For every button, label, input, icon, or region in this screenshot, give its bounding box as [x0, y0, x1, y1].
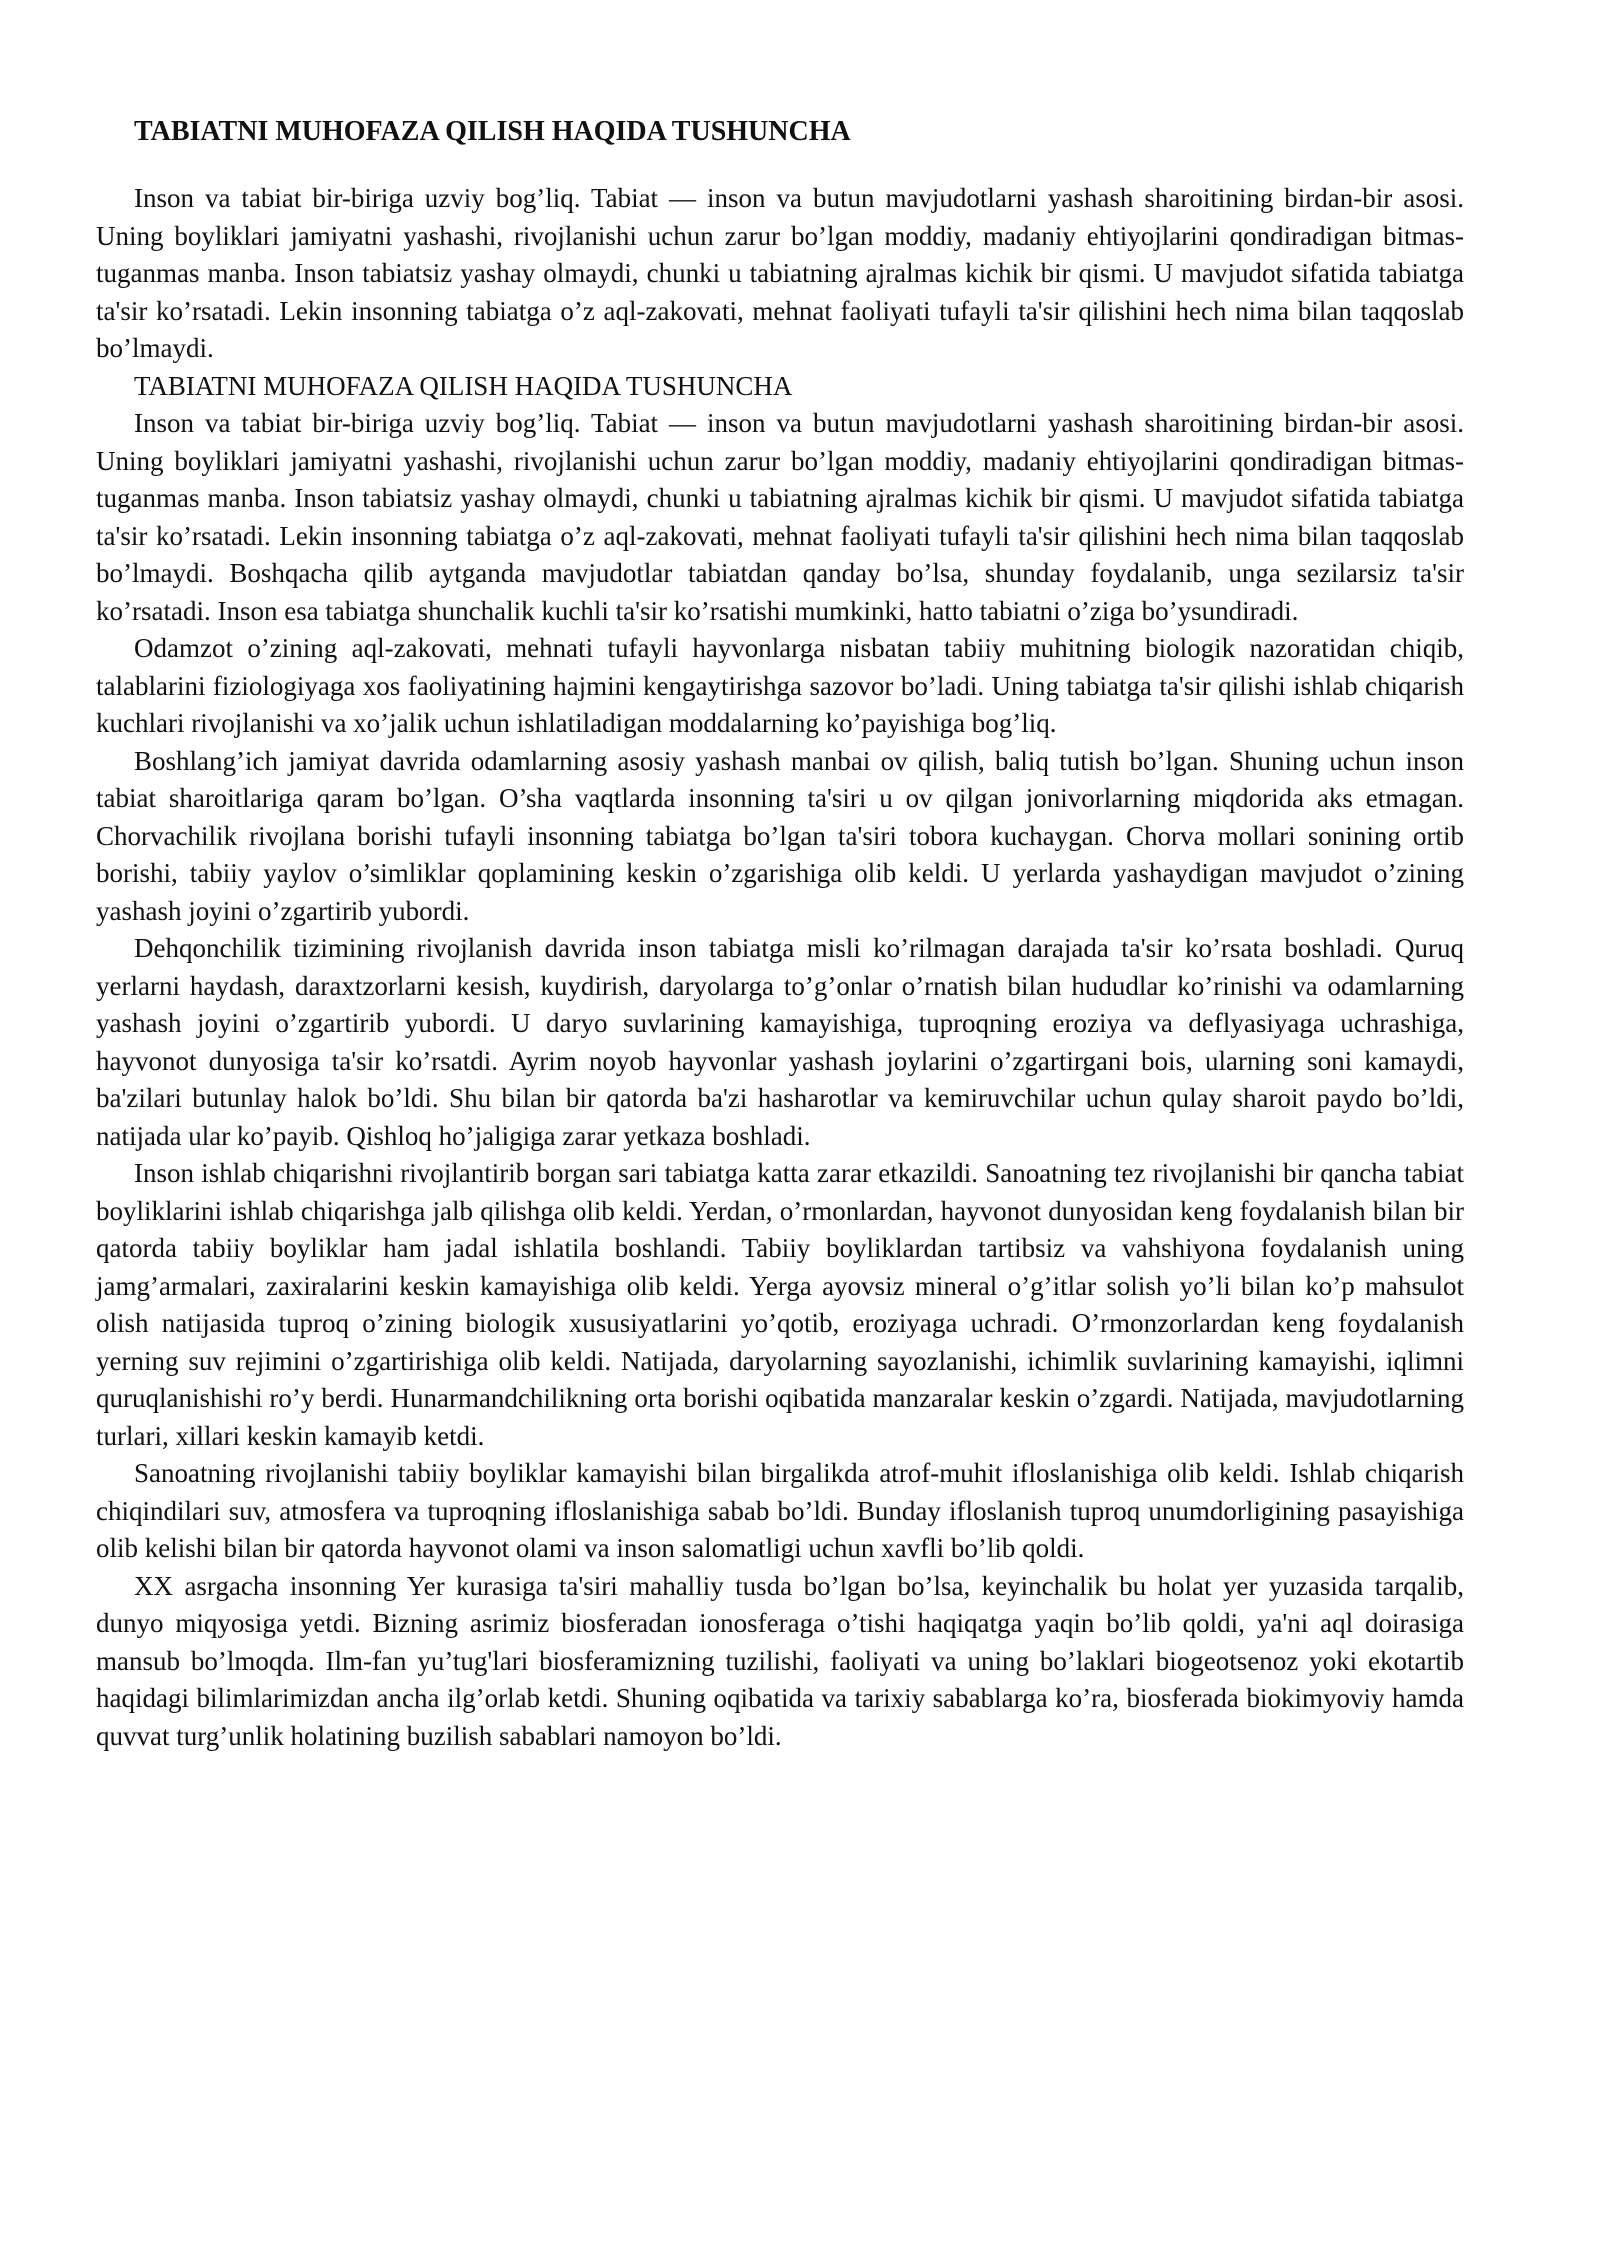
document-title: TABIATNI MUHOFAZA QILISH HAQIDA TUSHUNCHA	[134, 116, 851, 147]
paragraph-6: Sanoatning rivojlanishi tabiiy boyliklar kamayishi bilan birgalikda atrof-muhit ifloslanishiga olib keldi. Ishlab chiqarish chiqindilari suv, atmosfera va tuproqning ifloslanishiga sabab bo’ldi. Bunday ifloslanish tuproq unumdorligining pasayishiga olib kelishi bilan bir qatorda hayvonot olami va inson salomatligi uchun xavfli bo’lib qoldi.	[96, 1458, 1464, 1563]
paragraph-5: Inson ishlab chiqarishni rivojlantirib borgan sari tabiatga katta zarar etkazildi. Sanoatning tez rivojlanishi bir qancha tabiat boyliklarini ishlab chiqarishga jalb qilishga olib keldi. Yerdan, o’rmonlardan, hayvonot dunyosidan keng foydalanish bilan bir qatorda tabiiy boyliklar ham jadal ishlatila boshlandi. Tabiiy boyliklardan tartibsiz va vahshiyona foydalanish uning jamg’armalari, zaxiralarini keskin kamayishiga olib keldi. Yerga ayovsiz mineral o’g’itlar solish yo’li bilan ko’p mahsulot olish natijasida tuproq o’zining biologik xususiyatlarini yo’qotib, eroziyaga uchradi. O’rmonzorlardan keng foydalanish yerning suv rejimini o’zgartirishiga olib keldi. Natijada, daryolarning sayozlanishi, ichimlik suvlarining kamayishi, iqlimni quruqlanishishi ro’y berdi. Hunarmandchilikning orta borishi oqibatida manzaralar keskin o’zgardi. Natijada, mavjudotlarning turlari, xillari keskin kamayib ketdi.	[96, 1158, 1464, 1451]
paragraph-4: Dehqonchilik tizimining rivojlanish davrida inson tabiatga misli ko’rilmagan darajada ta'sir ko’rsata boshladi. Quruq yerlarni haydash, daraxtzorlarni kesish, kuydirish, daryolarga to’g’onlar o’rnatish bilan hududlar ko’rinishi va odamlarning yashash joyini o’zgartirib yubordi. U daryo suvlarining kamayishiga, tuproqning eroziya va deflyasiyaga uchrashiga, hayvonot dunyosiga ta'sir ko’rsatdi. Ayrim noyob hayvonlar yashash joylarini o’zgartirgani bois, ularning soni kamaydi, ba'zilari butunlay halok bo’ldi. Shu bilan bir qatorda ba'zi hasharotlar va kemiruvchilar uchun qulay sharoit paydo bo’ldi, natijada ular ko’payib. Qishloq ho’jaligiga zarar yetkaza boshladi.	[96, 933, 1464, 1151]
paragraph-7: XX asrgacha insonning Yer kurasiga ta'siri mahalliy tusda bo’lgan bo’lsa, keyinchalik bu holat yer yuzasida tarqalib, dunyo miqyosiga yetdi. Bizning asrimiz biosferadan ionosferaga o’tishi haqiqatga yaqin bo’lib qoldi, ya'ni aql doirasiga mansub bo’lmoqda. Ilm-fan yu’tug'lari biosferamizning tuzilishi, faoliyati va uning bo’laklari biogeotsenoz yoki ekotartib haqidagi bilimlarimizdan ancha ilg’orlab ketdi. Shuning oqibatida va tarixiy sabablarga ko’ra, biosferada biokimyoviy hamda quvvat turg’unlik holatining buzilish sabablari namoyon bo’ldi.	[96, 1570, 1464, 1751]
document-page	[96, 112, 1464, 1755]
paragraph-1: Inson va tabiat bir-biriga uzviy bog’liq. Tabiat — inson va butun mavjudotlarni yashash sharoitining birdan-bir asosi. Uning boyliklari jamiyatni yashashi, rivojlanishi uchun zarur bo’lgan moddiy, madaniy ehtiyojlarini qondiradigan bitmas-tuganmas manba. Inson tabiatsiz yashay olmaydi, chunki u tabiatning ajralmas kichik bir qismi. U mavjudot sifatida tabiatga ta'sir ko’rsatadi. Lekin insonning tabiatga o’z aql-zakovati, mehnat faoliyati tufayli ta'sir qilishini hech nima bilan taqqoslab bo’lmaydi. Boshqacha qilib aytganda mavjudotlar tabiatdan qanday bo’lsa, shunday foydalanib, unga sezilarsiz ta'sir ko’rsatadi. Inson esa tabiatga shunchalik kuchli ta'sir ko’rsatishi mumkinki, hatto tabiatni o’ziga bo’ysundiradi.	[96, 408, 1464, 626]
paragraph-2: Odamzot o’zining aql-zakovati, mehnati tufayli hayvonlarga nisbatan tabiiy muhitning biologik nazoratidan chiqib, talablarini fiziologiyaga xos faoliyatining hajmini kengaytirishga sazovor bo’ladi. Uning tabiatga ta'sir qilishi ishlab chiqarish kuchlari rivojlanishi va xo’jalik uchun ishlatiladigan moddalarning ko’payishiga bog’liq.	[96, 633, 1464, 738]
intro-paragraph: Inson va tabiat bir-biriga uzviy bog’liq. Tabiat — inson va butun mavjudotlarni yashash sharoitining birdan-bir asosi. Uning boyliklari jamiyatni yashashi, rivojlanishi uchun zarur bo’lgan moddiy, madaniy ehtiyojlarini qondiradigan bitmas-tuganmas manba. Inson tabiatsiz yashay olmaydi, chunki u tabiatning ajralmas kichik bir qismi. U mavjudot sifatida tabiatga ta'sir ko’rsatadi. Lekin insonning tabiatga o’z aql-zakovati, mehnat faoliyati tufayli ta'sir qilishini hech nima bilan taqqoslab bo’lmaydi.	[96, 183, 1464, 363]
document-subtitle: TABIATNI MUHOFAZA QILISH HAQIDA TUSHUNCHA	[134, 370, 793, 401]
paragraph-3: Boshlang’ich jamiyat davrida odamlarning asosiy yashash manbai ov qilish, baliq tutish bo’lgan. Shuning uchun inson tabiat sharoitlariga qaram bo’lgan. O’sha vaqtlarda insonning ta'siri u ov qilgan jonivorlarning miqdorida aks etmagan. Chorvachilik rivojlana borishi tufayli insonning tabiatga bo’lgan ta'siri tobora kuchaygan. Chorva mollari sonining ortib borishi, tabiiy yaylov o’simliklar qoplamining keskin o’zgarishiga olib keldi. U yerlarda yashaydigan mavjudot o’zining yashash joyini o’zgartirib yubordi.	[96, 745, 1464, 926]
